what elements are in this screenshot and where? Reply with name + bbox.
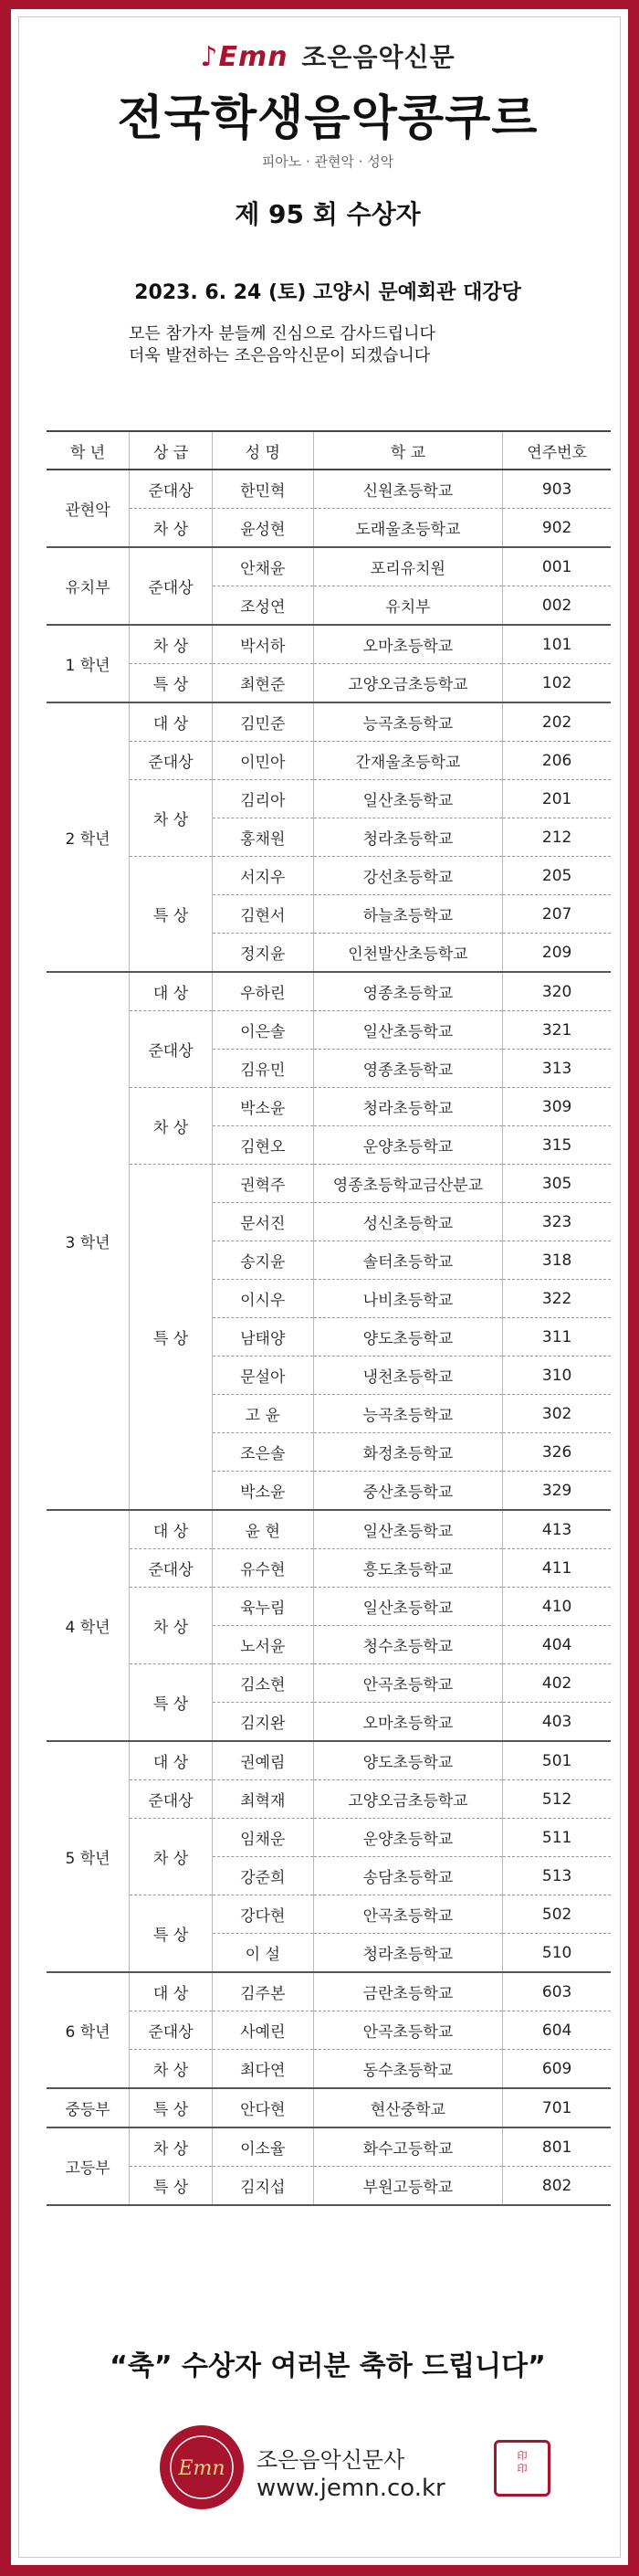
school-cell: 오마초등학교 xyxy=(313,1703,503,1742)
award-cell: 준대상 xyxy=(130,1549,213,1588)
name-cell: 송지윤 xyxy=(213,1241,313,1280)
award-cell: 준대상 xyxy=(130,742,213,780)
number-cell: 801 xyxy=(503,2127,611,2167)
number-cell: 510 xyxy=(503,1934,611,1973)
number-cell: 329 xyxy=(503,1472,611,1511)
school-cell: 영종초등학교금산분교 xyxy=(313,1165,503,1203)
name-cell: 유수현 xyxy=(213,1549,313,1588)
number-cell: 321 xyxy=(503,1011,611,1050)
school-cell: 간재울초등학교 xyxy=(313,742,503,780)
table-row xyxy=(47,1664,611,1703)
award-cell: 차 상 xyxy=(130,509,213,548)
school-cell: 일산초등학교 xyxy=(313,1510,503,1549)
number-cell: 318 xyxy=(503,1241,611,1280)
subtitle: 피아노 · 관현악 · 성악 xyxy=(261,153,394,170)
table-row xyxy=(47,664,611,703)
name-cell: 김민준 xyxy=(213,702,313,742)
award-cell: 대 상 xyxy=(130,702,213,742)
name-cell: 김현서 xyxy=(213,895,313,934)
name-cell: 최다연 xyxy=(213,2050,313,2089)
table-row xyxy=(47,2127,611,2167)
table-row xyxy=(47,1549,611,1588)
award-cell: 차 상 xyxy=(130,2050,213,2089)
school-cell: 청라초등학교 xyxy=(313,1934,503,1973)
name-cell: 문서진 xyxy=(213,1203,313,1241)
award-cell: 특 상 xyxy=(130,2167,213,2206)
name-cell: 한민혁 xyxy=(213,470,313,509)
number-cell: 310 xyxy=(503,1357,611,1395)
number-cell: 305 xyxy=(503,1165,611,1203)
table-row xyxy=(47,2167,611,2206)
award-cell: 특 상 xyxy=(130,1895,213,1973)
school-cell: 도래울초등학교 xyxy=(313,509,503,548)
number-cell: 206 xyxy=(503,742,611,780)
school-cell: 안곡초등학교 xyxy=(313,2011,503,2050)
school-cell: 운양초등학교 xyxy=(313,1126,503,1165)
publisher-name: 조은음악신문사 xyxy=(257,2447,405,2473)
number-cell: 513 xyxy=(503,1857,611,1895)
award-cell: 특 상 xyxy=(130,2088,213,2127)
col-grade-header: 학 년 xyxy=(47,431,130,470)
award-cell: 차 상 xyxy=(130,1588,213,1664)
table-row xyxy=(47,972,611,1011)
number-cell: 604 xyxy=(503,2011,611,2050)
school-cell: 나비초등학교 xyxy=(313,1280,503,1318)
number-cell: 413 xyxy=(503,1510,611,1549)
col-award-header: 상 급 xyxy=(130,431,213,470)
school-cell: 냉천초등학교 xyxy=(313,1357,503,1395)
number-cell: 207 xyxy=(503,895,611,934)
school-cell: 고양오금초등학교 xyxy=(313,664,503,703)
table-row xyxy=(47,742,611,780)
name-cell: 김지섭 xyxy=(213,2167,313,2206)
number-cell: 209 xyxy=(503,934,611,973)
table-row xyxy=(47,2088,611,2127)
name-cell: 김주본 xyxy=(213,1972,313,2011)
award-cell: 특 상 xyxy=(130,857,213,973)
number-cell: 609 xyxy=(503,2050,611,2089)
number-cell: 001 xyxy=(503,547,611,586)
edition-heading: 제 95 회 수상자 xyxy=(235,199,421,229)
school-cell: 솔터초등학교 xyxy=(313,1241,503,1280)
number-cell: 309 xyxy=(503,1088,611,1126)
col-name-header: 성 명 xyxy=(213,431,313,470)
award-cell: 대 상 xyxy=(130,1510,213,1549)
table-row xyxy=(47,1741,611,1780)
name-cell: 서지우 xyxy=(213,857,313,895)
winners-table xyxy=(47,430,611,2206)
publisher-seal-icon xyxy=(156,2422,247,2513)
school-cell: 일산초등학교 xyxy=(313,1011,503,1050)
number-cell: 201 xyxy=(503,780,611,818)
thanks-line-1: 모든 참가자 분들께 진심으로 감사드립니다 xyxy=(129,324,435,343)
name-cell: 윤 현 xyxy=(213,1510,313,1549)
name-cell: 남태양 xyxy=(213,1318,313,1357)
number-cell: 212 xyxy=(503,818,611,857)
name-cell: 윤성현 xyxy=(213,509,313,548)
official-stamp-icon: 印 印 xyxy=(494,2440,550,2497)
grade-cell: 4 학년 xyxy=(47,1510,130,1741)
table-row xyxy=(47,2050,611,2089)
event-dateline: 2023. 6. 24 (토) 고양시 문예회관 대강당 xyxy=(134,281,521,304)
award-cell: 준대상 xyxy=(130,1780,213,1819)
number-cell: 402 xyxy=(503,1664,611,1703)
table-row xyxy=(47,702,611,742)
inner-border xyxy=(18,16,621,2558)
school-cell: 양도초등학교 xyxy=(313,1318,503,1357)
name-cell: 사예린 xyxy=(213,2011,313,2050)
name-cell: 육누림 xyxy=(213,1588,313,1626)
school-cell: 일산초등학교 xyxy=(313,780,503,818)
school-cell: 부원고등학교 xyxy=(313,2167,503,2206)
grade-cell: 관현악 xyxy=(47,470,130,547)
name-cell: 이은솔 xyxy=(213,1011,313,1050)
number-cell: 320 xyxy=(503,972,611,1011)
name-cell: 강다현 xyxy=(213,1895,313,1934)
table-row xyxy=(47,1780,611,1819)
award-cell: 준대상 xyxy=(130,2011,213,2050)
number-cell: 411 xyxy=(503,1549,611,1588)
seal-logo-text: Emn xyxy=(178,2457,225,2480)
name-cell: 최현준 xyxy=(213,664,313,703)
award-cell: 준대상 xyxy=(130,547,213,625)
school-cell: 인천발산초등학교 xyxy=(313,934,503,973)
publisher-url[interactable]: www.jemn.co.kr xyxy=(257,2475,445,2502)
brand-logo-icon: ♪Emn xyxy=(200,41,288,73)
grade-cell: 중등부 xyxy=(47,2088,130,2127)
table-row xyxy=(47,470,611,509)
name-cell: 권예림 xyxy=(213,1741,313,1780)
award-cell: 대 상 xyxy=(130,1972,213,2011)
award-cell: 차 상 xyxy=(130,1088,213,1165)
name-cell: 우하린 xyxy=(213,972,313,1011)
award-cell: 준대상 xyxy=(130,1011,213,1088)
name-cell: 김현오 xyxy=(213,1126,313,1165)
number-cell: 102 xyxy=(503,664,611,703)
school-cell: 능곡초등학교 xyxy=(313,702,503,742)
school-cell: 현산중학교 xyxy=(313,2088,503,2127)
award-cell: 차 상 xyxy=(130,1819,213,1895)
number-cell: 512 xyxy=(503,1780,611,1819)
number-cell: 410 xyxy=(503,1588,611,1626)
grade-cell: 2 학년 xyxy=(47,702,130,972)
name-cell: 안다현 xyxy=(213,2088,313,2127)
school-cell: 양도초등학교 xyxy=(313,1741,503,1780)
number-cell: 902 xyxy=(503,509,611,548)
publisher-row xyxy=(19,2422,636,2522)
number-cell: 322 xyxy=(503,1280,611,1318)
name-cell: 박소윤 xyxy=(213,1472,313,1511)
school-cell: 고양오금초등학교 xyxy=(313,1780,503,1819)
school-cell: 청라초등학교 xyxy=(313,1088,503,1126)
table-row xyxy=(47,1510,611,1549)
school-cell: 흥도초등학교 xyxy=(313,1549,503,1588)
name-cell: 박소윤 xyxy=(213,1088,313,1126)
school-cell: 신원초등학교 xyxy=(313,470,503,509)
school-cell: 능곡초등학교 xyxy=(313,1395,503,1433)
school-cell: 강선초등학교 xyxy=(313,857,503,895)
award-cell: 차 상 xyxy=(130,625,213,664)
grade-cell: 5 학년 xyxy=(47,1741,130,1972)
thanks-line-2: 더욱 발전하는 조은음악신문이 되겠습니다 xyxy=(129,346,431,365)
award-cell: 차 상 xyxy=(130,780,213,857)
school-cell: 유치부 xyxy=(313,586,503,626)
name-cell: 김유민 xyxy=(213,1050,313,1088)
number-cell: 502 xyxy=(503,1895,611,1934)
brand xyxy=(19,37,636,74)
name-cell: 정지윤 xyxy=(213,934,313,973)
number-cell: 315 xyxy=(503,1126,611,1165)
footer xyxy=(19,2343,636,2383)
name-cell: 이 설 xyxy=(213,1934,313,1973)
name-cell: 박서하 xyxy=(213,625,313,664)
award-cell: 대 상 xyxy=(130,1741,213,1780)
brand-logo-text: Emn xyxy=(218,41,288,73)
table-row xyxy=(47,547,611,586)
table-row xyxy=(47,1588,611,1626)
name-cell: 김소현 xyxy=(213,1664,313,1703)
school-cell: 안곡초등학교 xyxy=(313,1664,503,1703)
name-cell: 김리아 xyxy=(213,780,313,818)
school-cell: 영종초등학교 xyxy=(313,972,503,1011)
name-cell: 강준희 xyxy=(213,1857,313,1895)
name-cell: 노서윤 xyxy=(213,1626,313,1664)
table-row xyxy=(47,1895,611,1934)
name-cell: 이소율 xyxy=(213,2127,313,2167)
number-cell: 101 xyxy=(503,625,611,664)
number-cell: 404 xyxy=(503,1626,611,1664)
table-body xyxy=(47,470,611,2205)
number-cell: 311 xyxy=(503,1318,611,1357)
school-cell: 송담초등학교 xyxy=(313,1857,503,1895)
brand-name: 조은음악신문 xyxy=(301,42,456,72)
school-cell: 영종초등학교 xyxy=(313,1050,503,1088)
name-cell: 조성연 xyxy=(213,586,313,626)
table-row xyxy=(47,509,611,548)
grade-cell: 유치부 xyxy=(47,547,130,625)
school-cell: 청수초등학교 xyxy=(313,1626,503,1664)
number-cell: 205 xyxy=(503,857,611,895)
number-cell: 802 xyxy=(503,2167,611,2206)
thanks-message xyxy=(19,323,636,367)
number-cell: 202 xyxy=(503,702,611,742)
table-row xyxy=(47,1088,611,1126)
school-cell: 동수초등학교 xyxy=(313,2050,503,2089)
school-cell: 일산초등학교 xyxy=(313,1588,503,1626)
name-cell: 홍채원 xyxy=(213,818,313,857)
table-row xyxy=(47,2011,611,2050)
name-cell: 조은솔 xyxy=(213,1433,313,1472)
award-cell: 특 상 xyxy=(130,1165,213,1511)
name-cell: 문설아 xyxy=(213,1357,313,1395)
number-cell: 903 xyxy=(503,470,611,509)
name-cell: 최혁재 xyxy=(213,1780,313,1819)
school-cell: 화수고등학교 xyxy=(313,2127,503,2167)
award-cell: 준대상 xyxy=(130,470,213,509)
school-cell: 안곡초등학교 xyxy=(313,1895,503,1934)
grade-cell: 고등부 xyxy=(47,2127,130,2205)
number-cell: 313 xyxy=(503,1050,611,1088)
award-cell: 특 상 xyxy=(130,664,213,703)
award-cell: 차 상 xyxy=(130,2127,213,2167)
award-cell: 대 상 xyxy=(130,972,213,1011)
school-cell: 하늘초등학교 xyxy=(313,895,503,934)
school-cell: 오마초등학교 xyxy=(313,625,503,664)
number-cell: 326 xyxy=(503,1433,611,1472)
name-cell: 이민아 xyxy=(213,742,313,780)
name-cell: 이시우 xyxy=(213,1280,313,1318)
page-title: 전국학생음악콩쿠르 xyxy=(117,91,539,146)
col-number-header: 연주번호 xyxy=(503,431,611,470)
table-row xyxy=(47,857,611,895)
school-cell: 화정초등학교 xyxy=(313,1433,503,1472)
number-cell: 701 xyxy=(503,2088,611,2127)
number-cell: 603 xyxy=(503,1972,611,2011)
number-cell: 002 xyxy=(503,586,611,626)
table-row xyxy=(47,780,611,818)
table-header-row xyxy=(47,431,611,470)
grade-cell: 1 학년 xyxy=(47,625,130,702)
name-cell: 임채운 xyxy=(213,1819,313,1857)
name-cell: 권혁주 xyxy=(213,1165,313,1203)
school-cell: 금란초등학교 xyxy=(313,1972,503,2011)
school-cell: 운양초등학교 xyxy=(313,1819,503,1857)
col-school-header: 학 교 xyxy=(313,431,503,470)
table-row xyxy=(47,1972,611,2011)
number-cell: 501 xyxy=(503,1741,611,1780)
table-row xyxy=(47,1165,611,1203)
school-cell: 포리유치원 xyxy=(313,547,503,586)
school-cell: 성신초등학교 xyxy=(313,1203,503,1241)
number-cell: 302 xyxy=(503,1395,611,1433)
name-cell: 김지완 xyxy=(213,1703,313,1742)
table-row xyxy=(47,1011,611,1050)
number-cell: 403 xyxy=(503,1703,611,1742)
table-row xyxy=(47,1819,611,1857)
grade-cell: 3 학년 xyxy=(47,972,130,1510)
name-cell: 안채윤 xyxy=(213,547,313,586)
name-cell: 고 윤 xyxy=(213,1395,313,1433)
number-cell: 511 xyxy=(503,1819,611,1857)
number-cell: 323 xyxy=(503,1203,611,1241)
school-cell: 청라초등학교 xyxy=(313,818,503,857)
congrats-message: “축” 수상자 여러분 축하 드립니다” xyxy=(110,2350,546,2382)
table-row xyxy=(47,625,611,664)
school-cell: 중산초등학교 xyxy=(313,1472,503,1511)
grade-cell: 6 학년 xyxy=(47,1972,130,2088)
header xyxy=(19,37,636,367)
award-cell: 특 상 xyxy=(130,1664,213,1742)
